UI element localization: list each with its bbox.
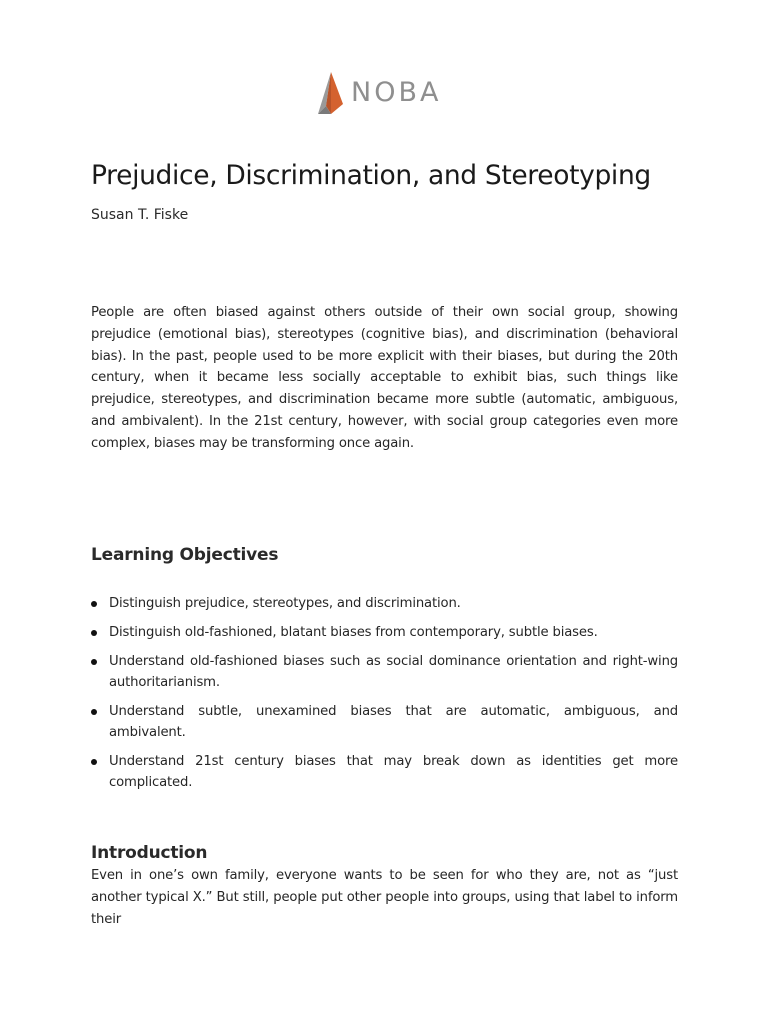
list-item-text: Understand old-fashioned biases such as social dominance orientation and right-wing authoritarianism. [109,654,678,690]
learning-objectives-list [91,593,678,801]
list-item [91,651,678,693]
list-item [91,701,678,743]
list-item-text: Distinguish prejudice, stereotypes, and discrimination. [109,596,461,611]
introduction-heading: Introduction [91,843,208,863]
bullet-icon [91,709,97,715]
noba-logo-text: NOBA [351,77,442,108]
learning-objectives-heading: Learning Objectives [91,545,279,565]
list-item [91,593,678,614]
bullet-icon [91,601,97,607]
bullet-icon [91,759,97,765]
article-author: Susan T. Fiske [91,207,189,223]
noba-logo-icon [313,70,343,116]
article-abstract: People are often biased against others outside of their own social group, showing prejudice (emotional bias), stereotypes (cognitive bias), and discrimination (behavioral bias). In the past, people used to be more explicit with their biases, but during the 20th century, when it became less socially acceptable to exhibit bias, such things like prejudice, stereotypes, and discrimination became more subtle (automatic, ambiguous, and ambivalent). In the 21st century, however, with social group categories even more complex, biases may be transforming once again. [91,305,678,451]
list-item-text: Understand 21st century biases that may break down as identities get more complicated. [109,754,678,790]
noba-logo [313,70,441,116]
introduction-text: Even in one’s own family, everyone wants to be seen for who they are, not as “just another typical X.” But still, people put other people into groups, using that label to inform their [91,868,678,927]
list-item [91,751,678,793]
list-item [91,622,678,643]
bullet-icon [91,630,97,636]
list-item-text: Distinguish old-fashioned, blatant biases from contemporary, subtle biases. [109,625,598,640]
article-title: Prejudice, Discrimination, and Stereotyping [91,160,651,191]
list-item-text: Understand subtle, unexamined biases that are automatic, ambiguous, and ambivalent. [109,704,678,740]
bullet-icon [91,659,97,665]
